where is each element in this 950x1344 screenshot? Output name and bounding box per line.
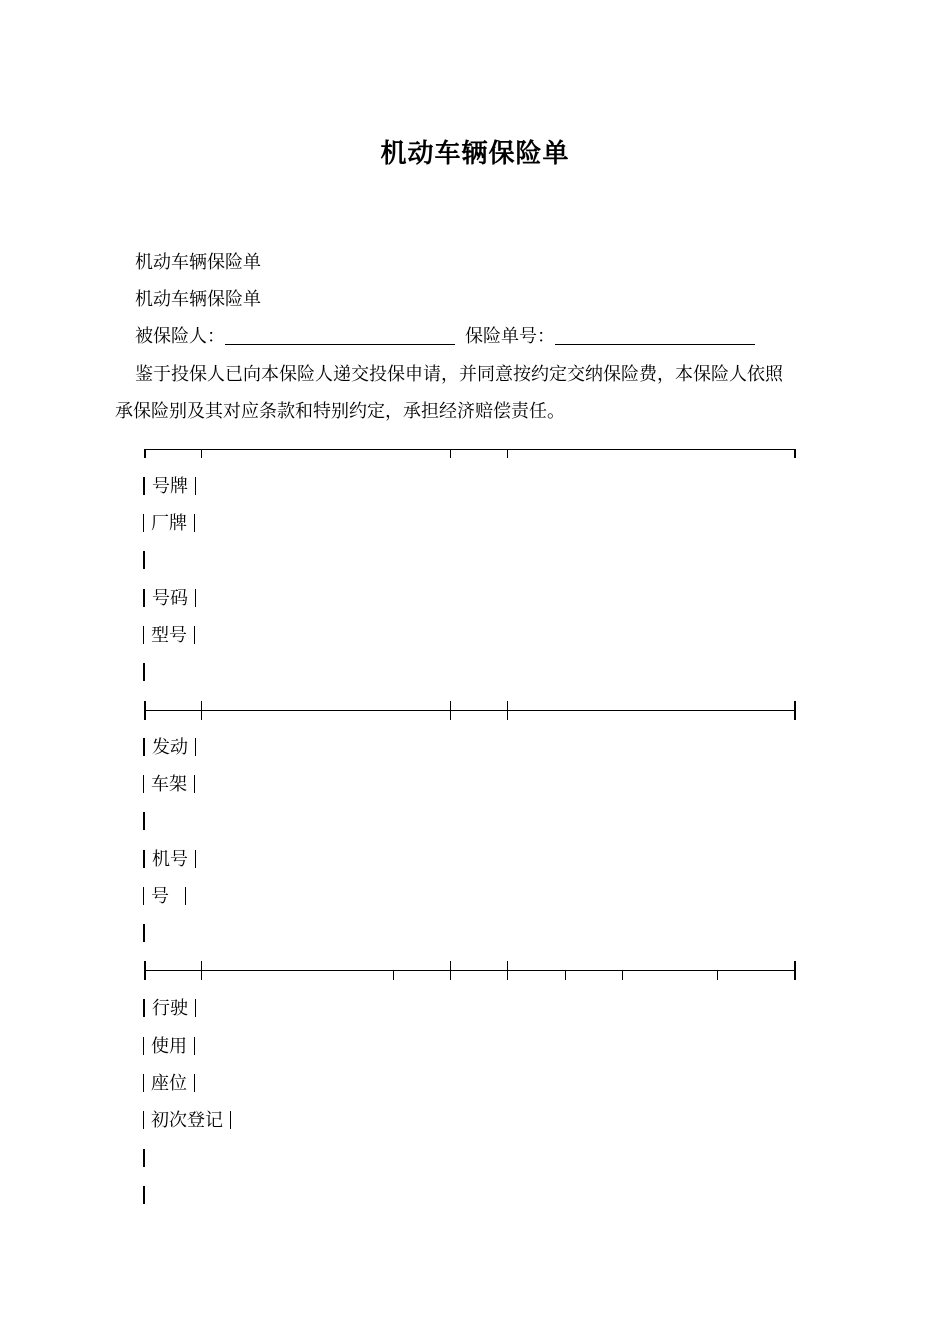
document-title: 机动车辆保险单 [380, 139, 570, 169]
table-row [143, 512, 195, 536]
table-row [143, 1035, 195, 1059]
cell-engine-number: 机号 [152, 849, 188, 870]
table-row-empty [143, 1184, 145, 1208]
table-row-empty [143, 922, 145, 946]
table-row [143, 736, 196, 760]
cell-first-registration: 初次登记 [151, 1110, 223, 1131]
table-row [143, 997, 196, 1021]
cell-frame-number: 号 [151, 886, 169, 907]
table-row [143, 848, 196, 872]
policy-number-field[interactable] [555, 326, 755, 345]
cell-driving: 行驶 [152, 998, 188, 1019]
cell-engine: 发动 [152, 737, 188, 758]
insured-policy-row [135, 325, 755, 349]
insured-label: 被保险人： [135, 326, 225, 347]
cell-model: 型号 [151, 625, 187, 646]
table-row-empty [143, 661, 145, 685]
table-row [143, 1072, 195, 1096]
table-row [143, 587, 196, 611]
cell-frame: 车架 [151, 774, 187, 795]
table-row-empty [143, 810, 145, 834]
table-row [143, 475, 196, 499]
statement-line-2: 承保险别及其对应条款和特别约定，承担经济赔偿责任。 [115, 401, 565, 422]
table-row-empty [143, 1147, 145, 1171]
cell-usage: 使用 [151, 1036, 187, 1057]
cell-brand: 厂牌 [151, 513, 187, 534]
policy-number-label: 保险单号： [465, 326, 555, 347]
insured-name-field[interactable] [225, 326, 455, 345]
table-row [143, 773, 195, 797]
table-row [143, 1109, 231, 1133]
table-row-empty [143, 549, 145, 573]
cell-plate: 号牌 [152, 476, 188, 497]
statement-line-1: 鉴于投保人已向本保险人递交投保申请，并同意按约定交纳保险费，本保险人依照 [135, 364, 783, 385]
table-row [143, 624, 195, 648]
table-row [143, 885, 186, 909]
subtitle-line-1: 机动车辆保险单 [135, 252, 261, 273]
subtitle-line-2: 机动车辆保险单 [135, 289, 261, 310]
cell-seats: 座位 [151, 1073, 187, 1094]
cell-number: 号码 [152, 588, 188, 609]
